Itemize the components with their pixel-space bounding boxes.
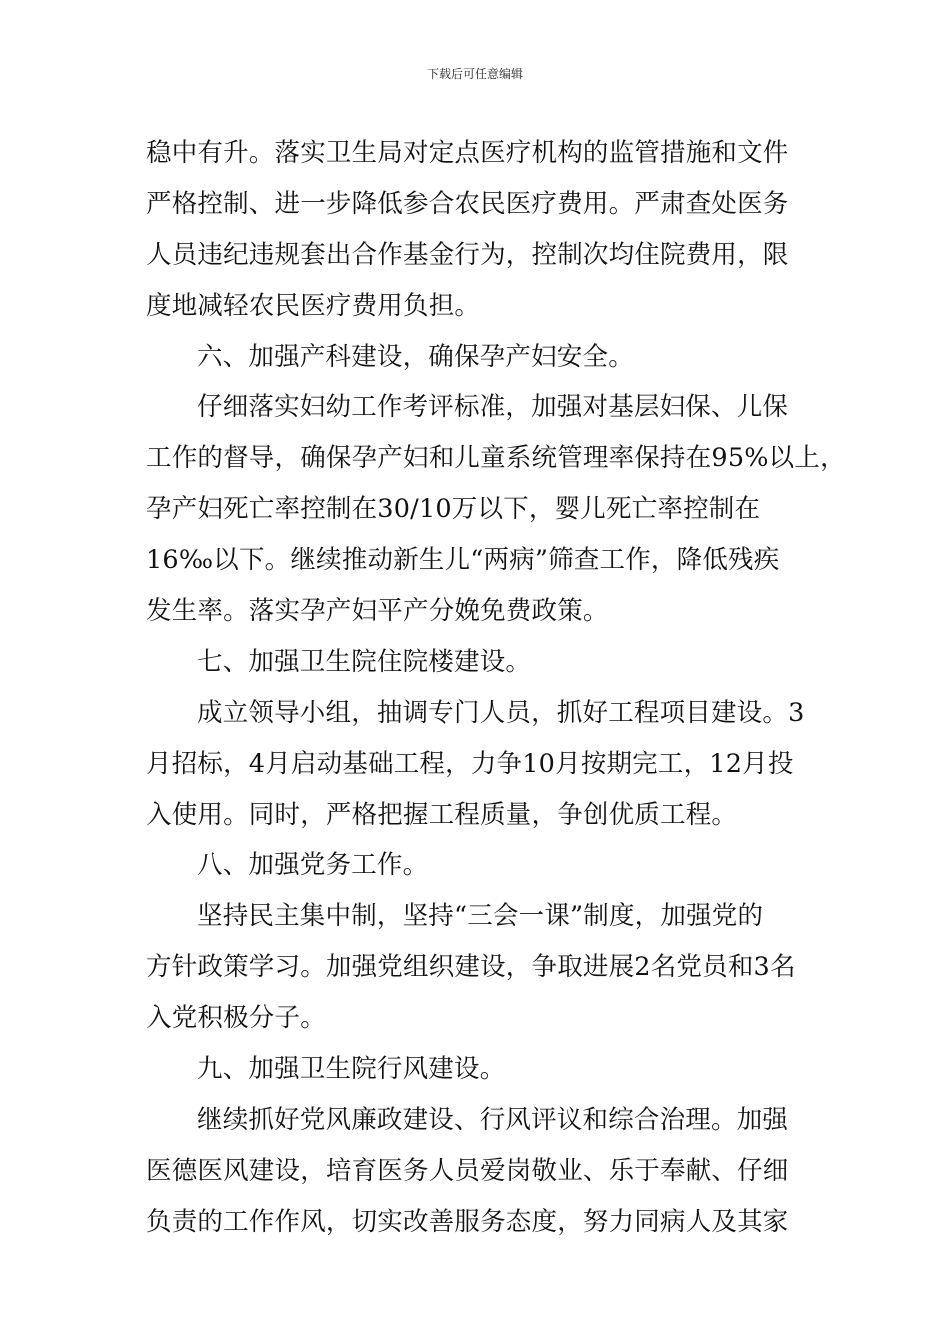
section-heading-7: 七、加强卫生院住院楼建设。	[197, 646, 532, 677]
text-line: 入党积极分子。	[146, 1003, 326, 1034]
text-line: 入使用。同时，严格把握工程质量，争创优质工程。	[146, 799, 738, 830]
text-line: 继续抓好党风廉政建设、行风评议和综合治理。加强	[197, 1104, 789, 1135]
section-heading-8: 八、加强党务工作。	[197, 850, 429, 881]
text-line: 工作的督导，确保孕产妇和儿童系统管理率保持在95%以上，	[146, 443, 846, 474]
text-line: 成立领导小组，抽调专门人员，抓好工程项目建设。3	[197, 697, 805, 728]
text-line: 仔细落实妇幼工作考评标准，加强对基层妇保、儿保	[197, 392, 789, 423]
document-body	[146, 128, 846, 1248]
text-line: 发生率。落实孕产妇平产分娩免费政策。	[146, 596, 609, 627]
section-heading-9: 九、加强卫生院行风建设。	[197, 1054, 506, 1085]
text-line: 16‰以下。继续推动新生儿“两病”筛查工作，降低残疾	[146, 545, 780, 576]
text-line: 人员违纪违规套出合作基金行为，控制次均住院费用，限	[146, 239, 789, 270]
text-line: 医德医风建设，培育医务人员爱岗敬业、乐于奉献、仔细	[146, 1155, 789, 1186]
page-header: 下载后可任意编辑	[426, 67, 523, 81]
text-line: 度地减轻农民医疗费用负担。	[146, 290, 481, 321]
section-heading-6: 六、加强产科建设，确保孕产妇安全。	[197, 341, 634, 372]
text-line: 孕产妇死亡率控制在30/10万以下，婴儿死亡率控制在	[146, 494, 761, 525]
text-line: 方针政策学习。加强党组织建设，争取进展2名党员和3名	[146, 952, 796, 983]
text-line: 稳中有升。落实卫生局对定点医疗机构的监管措施和文件	[146, 138, 789, 168]
text-line: 坚持民主集中制，坚持“三会一课”制度，加强党的	[197, 901, 764, 932]
text-line: 严格控制、进一步降低参合农民医疗费用。严肃查处医务	[146, 188, 789, 219]
text-line: 月招标，4月启动基础工程，力争10月按期完工，12月投	[146, 748, 794, 779]
text-line: 负责的工作作风，切实改善服务态度，努力同病人及其家	[146, 1206, 789, 1237]
